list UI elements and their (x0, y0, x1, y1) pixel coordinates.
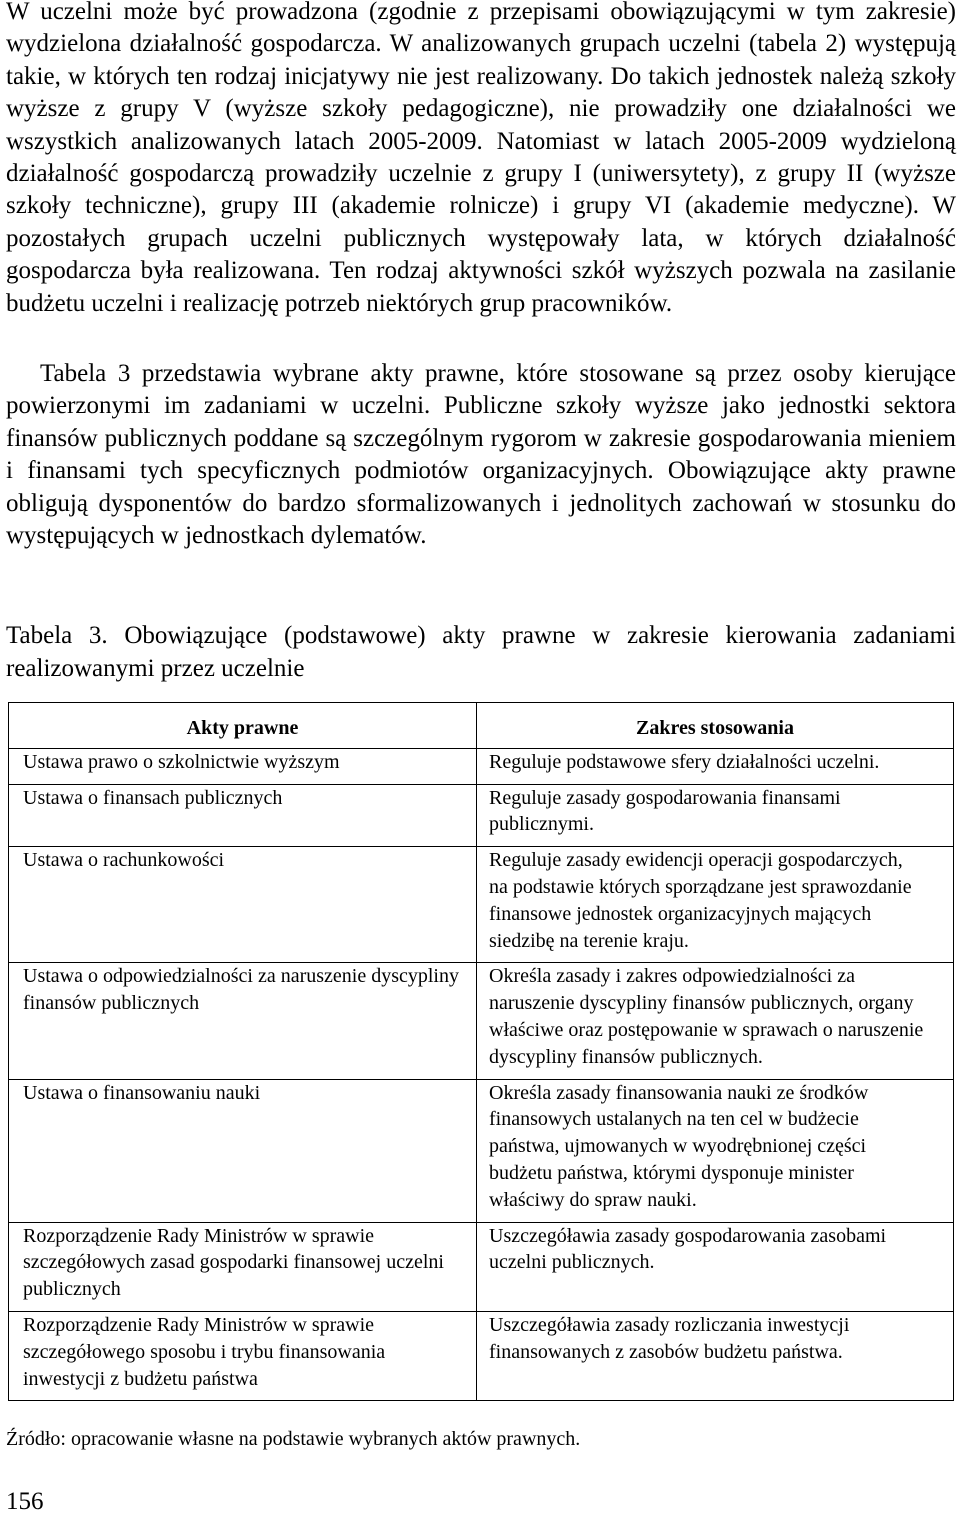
legal-acts-table (8, 702, 954, 1401)
scope-cell: Reguluje podstawowe sfery działalności uczelni. (477, 748, 954, 784)
act-cell: Ustawa o odpowiedzialności za naruszenie dyscypliny finansów publicznych (9, 963, 477, 1079)
scope-cell: Reguluje zasady ewidencji operacji gospodarczych, na podstawie których sporządzane jest sprawozdanie finansowe jednostek organizacyjnych mających siedzibę na terenie kraju. (477, 847, 954, 963)
header-scope: Zakres stosowania (477, 703, 954, 749)
header-acts: Akty prawne (9, 703, 477, 749)
table-row (9, 847, 954, 963)
act-cell: Ustawa o finansowaniu nauki (9, 1079, 477, 1222)
scope-cell: Uszczegóławia zasady gospodarowania zasobami uczelni publicznych. (477, 1222, 954, 1311)
table-caption: Tabela 3. Obowiązujące (podstawowe) akty prawne w zakresie kierowania zadaniami realizowanymi przez uczelnie (6, 622, 956, 682)
table-row (9, 1311, 954, 1400)
scope-cell: Uszczegóławia zasady rozliczania inwestycji finansowanych z zasobów budżetu państwa. (477, 1311, 954, 1400)
table-row (9, 1079, 954, 1222)
table-source-note: Źródło: opracowanie własne na podstawie wybranych aktów prawnych. (6, 1428, 581, 1450)
body-paragraph-1: W uczelni może być prowadzona (zgodnie z przepisami obowiązującymi w tym zakresie) wydzielona działalność gospodarcza. W analizowanych grupach uczelni (tabela 2) występują takie, w których ten rodzaj inicjatywy nie jest realizowany. Do takich jednostek należą szkoły wyższe z grupy V (wyższe szkoły pedagogiczne), nie prowadziły one działalności we wszystkich analizowanych latach 2005-2009. Natomiast w latach 2005-2009 wydzieloną działalność gospodarczą prowadziły uczelnie z grupy I (uniwersytety), z grupy II (wyższe szkoły techniczne), grupy III (akademie rolnicze) i grupy VI (akademie medyczne). W pozostałych grupach uczelni publicznych występowały lata, w których działalność gospodarcza była realizowana. Ten rodzaj aktywności szkół wyższych pozwala na zasilanie budżetu uczelni i realizację potrzeb niektórych grup pracowników. (6, 0, 956, 317)
page-number: 156 (6, 1488, 44, 1515)
scope-cell: Reguluje zasady gospodarowania finansami publicznymi. (477, 784, 954, 847)
table-row (9, 1222, 954, 1311)
scope-cell: Określa zasady i zakres odpowiedzialności za naruszenie dyscypliny finansów publicznych, organy właściwe oraz postępowanie w sprawach o naruszenie dyscypliny finansów publicznych. (477, 963, 954, 1079)
act-cell: Ustawa prawo o szkolnictwie wyższym (9, 748, 477, 784)
table-row (9, 784, 954, 847)
table-row (9, 963, 954, 1079)
act-cell: Ustawa o finansach publicznych (9, 784, 477, 847)
act-cell: Rozporządzenie Rady Ministrów w sprawie szczegółowego sposobu i trybu finansowania inwestycji z budżetu państwa (9, 1311, 477, 1400)
act-cell: Rozporządzenie Rady Ministrów w sprawie szczegółowych zasad gospodarki finansowej uczelni publicznych (9, 1222, 477, 1311)
body-paragraph-2: Tabela 3 przedstawia wybrane akty prawne, które stosowane są przez osoby kierujące powierzonymi im zadaniami w uczelni. Publiczne szkoły wyższe jako jednostki sektora finansów publicznych poddane są szczególnym rygorom w zakresie gospodarowania mieniem i finansami tych specyficznych podmiotów organizacyjnych. Obowiązujące akty prawne obligują dysponentów do bardzo sformalizowanych i jednolitych zachowań w stosunku do występujących w jednostkach dylematów. (6, 360, 956, 550)
scope-cell: Określa zasady finansowania nauki ze środków finansowych ustalanych na ten cel w budżecie państwa, ujmowanych w wyodrębnionej części budżetu państwa, którymi dysponuje minister właściwy do spraw nauki. (477, 1079, 954, 1222)
table-header-row (9, 703, 954, 749)
act-cell: Ustawa o rachunkowości (9, 847, 477, 963)
table-row (9, 748, 954, 784)
